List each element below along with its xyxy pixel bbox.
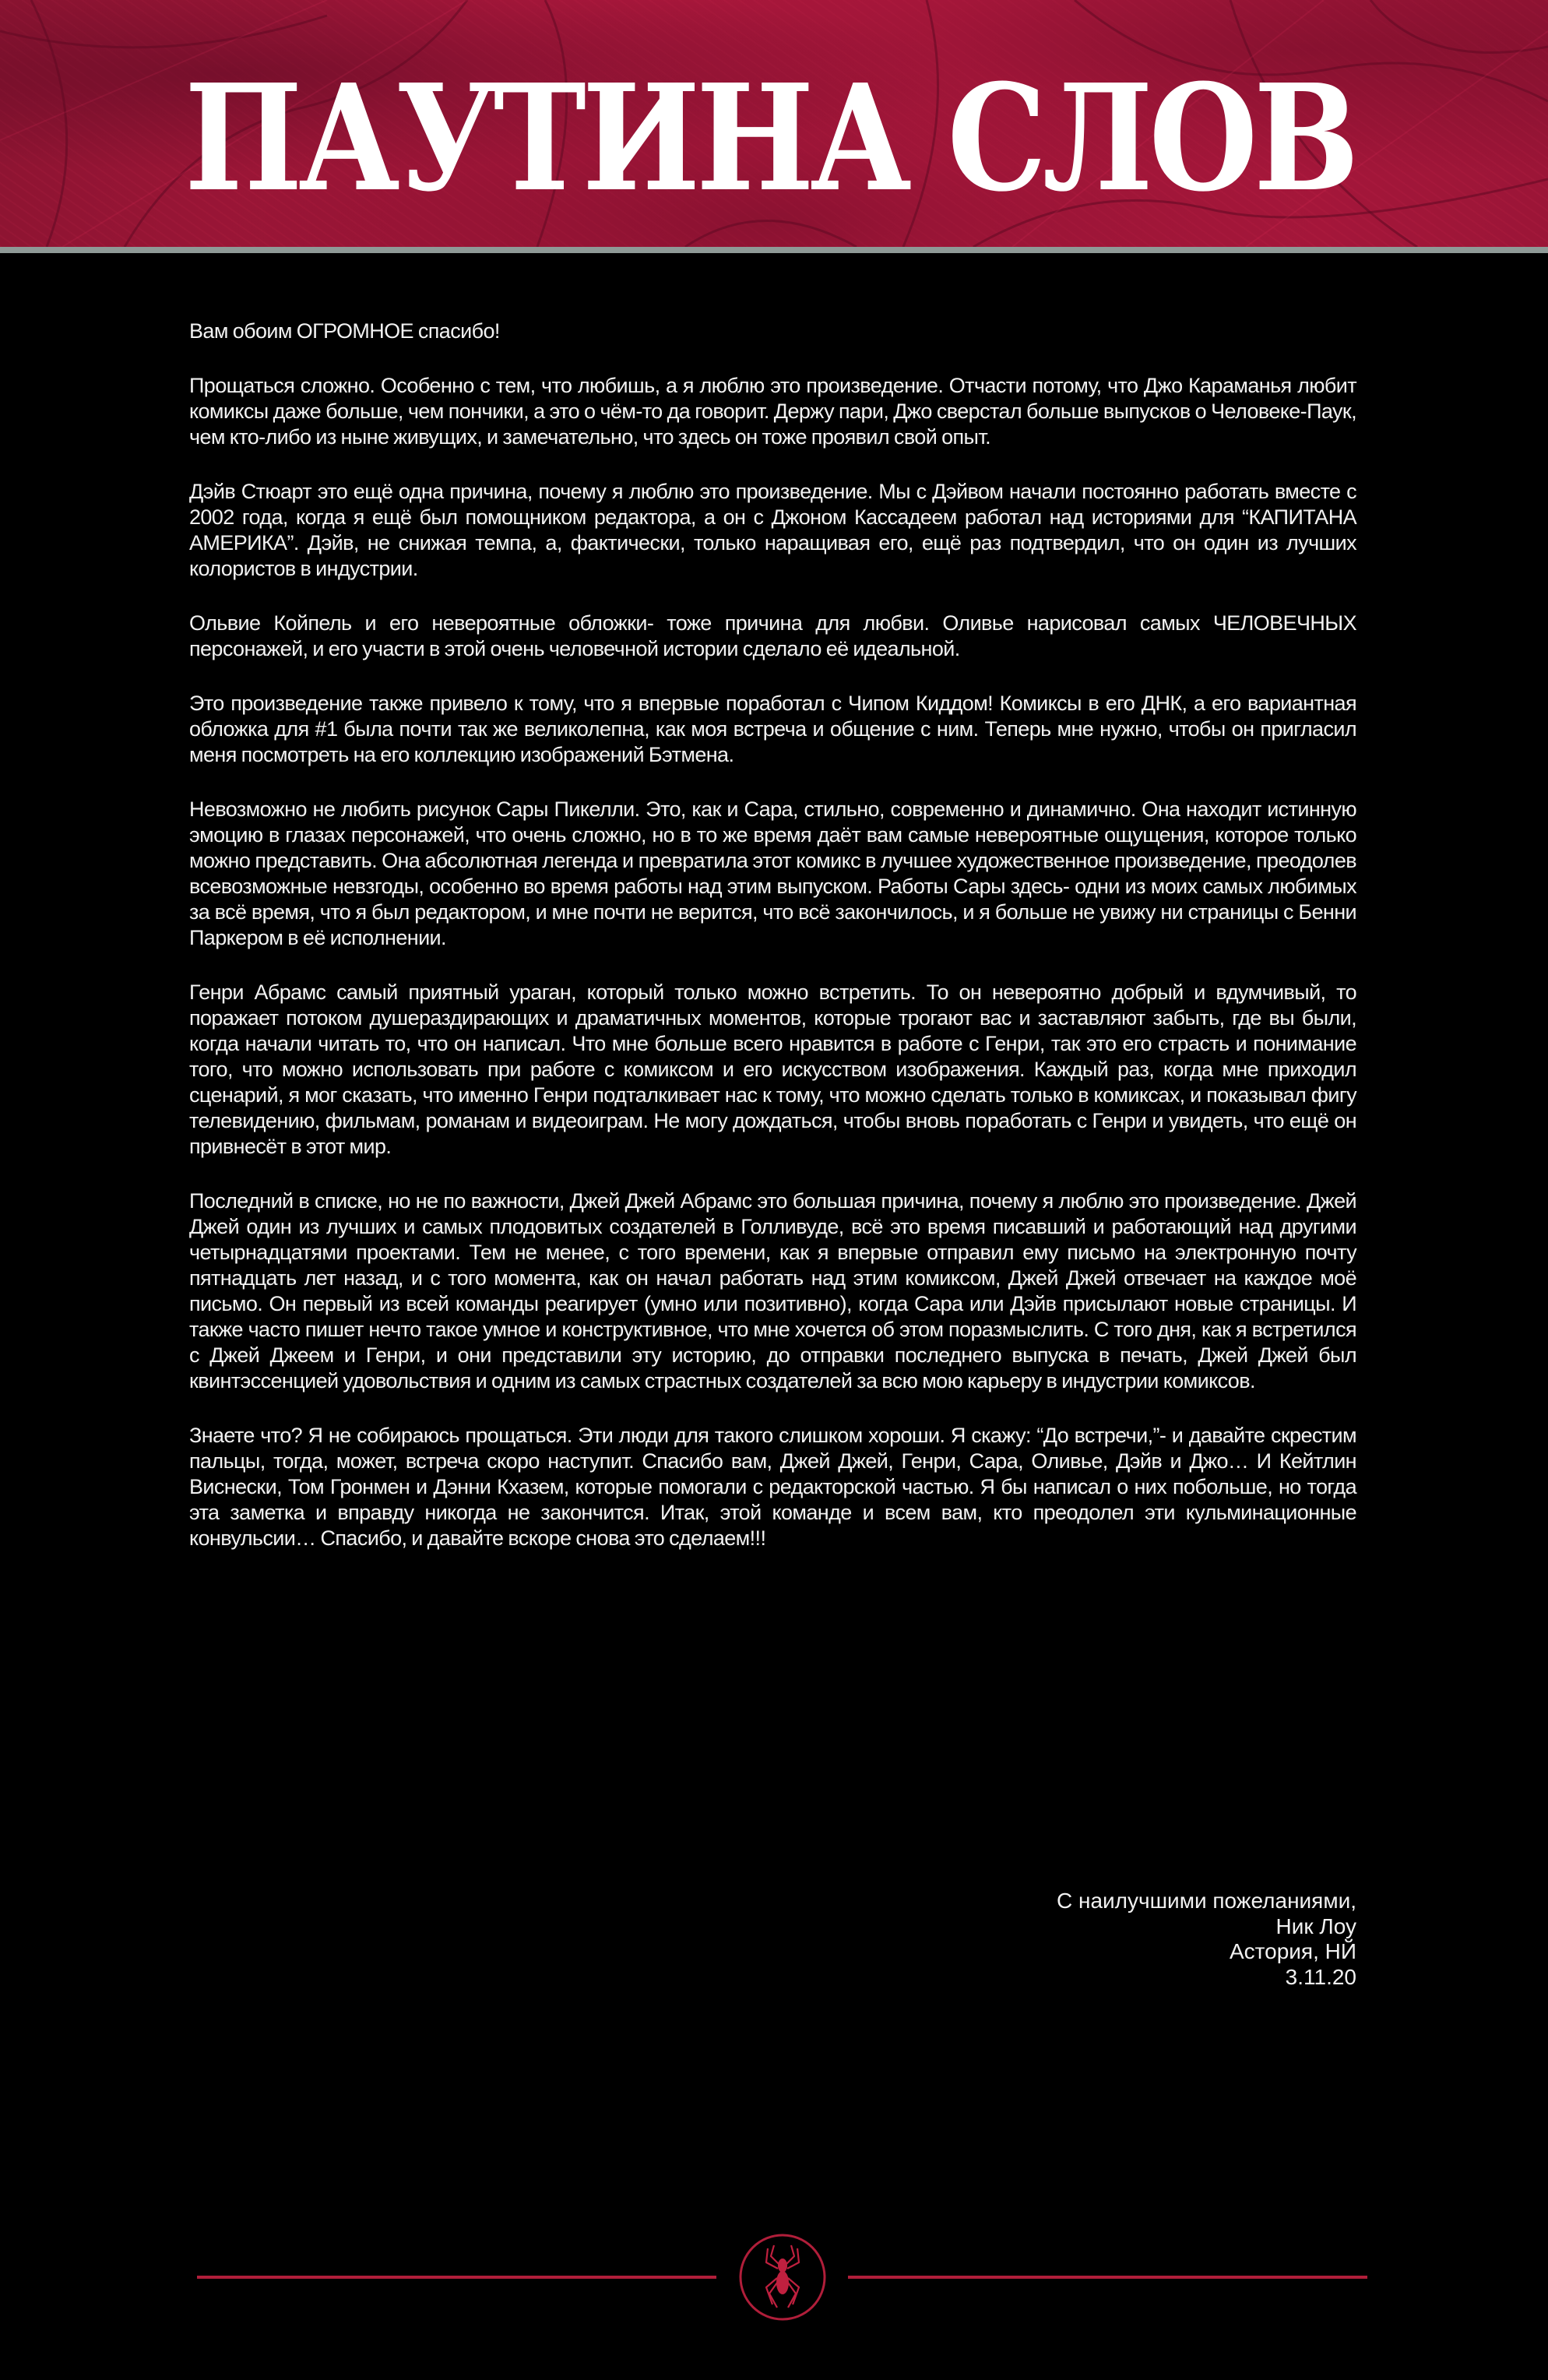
signature-name: Ник Лоу xyxy=(1275,1914,1356,1938)
letter-paragraph: Последний в списке, но не по важности, Джей Джей Абрамс это большая причина, почему я люблю это произведение. Джей Джей один из лучших и самых плодовитых создателей в Голливуде, всё это время писавший и работающий над другими четырнадцатями проектами. Тем не менее, с того времени, как я впервые отправил ему письмо на электронную почту пятнадцать лет назад, и с того момента, как он начал работать над этим комиксом, Джей Джей отвечает на каждое моё письмо. Он первый из всей команды реагирует (умно или позитивно), когда Сара или Дэйв присылают новые страницы. И также часто пишет нечто такое умное и конструктивное, что мне хочется об этом поразмыслить. С того дня, как я встретился с Джей Джеем и Генри, и они представили эту историю, до отправки последнего выпуска в печать, Джей Джей был квинтэссенцией удовольствия и одним из самых страстных создателей за всю мою карьеру в индустрии комиксов. xyxy=(189,1189,1356,1392)
letter-paragraph: Это произведение также привело к тому, что я впервые поработал с Чипом Киддом! Комиксы в его ДНК, а его вариантная обложка для #1 была почти так же великолепна, как моя встреча и общение с ним. Теперь мне нужно, чтобы он пригласил меня посмотреть на его коллекцию изображений Бэтмена. xyxy=(189,692,1356,766)
signature-closing: С наилучшими пожеланиями, xyxy=(1056,1889,1356,1913)
spider-icon xyxy=(738,2233,827,2322)
letter-paragraph: Ольвие Койпель и его невероятные обложки- тоже причина для любви. Оливье нарисовал самых ЧЕЛОВЕЧНЫХ персонажей, и его участи в этой очень человечной истории сделало её идеальной. xyxy=(189,611,1356,660)
page-title: ПАУТИНА СЛОВ xyxy=(185,52,1356,224)
header-divider xyxy=(0,247,1548,253)
header-banner xyxy=(0,0,1548,247)
letter-paragraph: Дэйв Стюарт это ещё одна причина, почему я люблю это произведение. Мы с Дэйвом начали постоянно работать вместе с 2002 года, когда я ещё был помощником редактора, а он с Джоном Кассадеем работал над историями для “КАПИТАНА АМЕРИКА”. Дэйв, не снижая темпа, а, фактически, только наращивая его, ещё раз подтвердил, что он один из лучших колористов в индустрии. xyxy=(189,480,1356,580)
letter-paragraph: Вам обоим ОГРОМНОЕ спасибо! xyxy=(189,319,500,343)
letter-paragraph: Знаете что? Я не собираюсь прощаться. Эти люди для такого слишком хороши. Я скажу: “До встречи,”- и давайте скрестим пальцы, тогда, может, встреча скоро наступит. Спасибо вам, Джей Джей, Генри, Сара, Оливье, Дэйв и Джо… И Кейтлин Виснески, Том Гронмен и Дэнни Кхазем, которые помогали с редакторской частью. Я бы написал о них побольше, но тогда эта заметка и вправду никогда не закончится. Итак, этой команде и всем вам, кто преодолел эти кульминационные конвульсии… Спасибо, и давайте вскоре снова это сделаем!!! xyxy=(189,1424,1356,1550)
footer-divider-right xyxy=(848,2276,1367,2279)
letter-paragraph: Невозможно не любить рисунок Сары Пикелли. Это, как и Сара, стильно, современно и динамично. Она находит истинную эмоцию в глазах персонажей, что очень сложно, но в то же время даёт вам самые невероятные ощущения, которое только можно представить. Она абсолютная легенда и превратила этот комикс в лучшее художественное произведение, преодолев всевозможные невзгоды, особенно во время работы над этим выпуском. Работы Сары здесь- одни из моих самых любимых за всё время, что я был редактором, и мне почти не верится, что всё закончилось, и я больше не увижу ни страницы с Бенни Паркером в её исполнении. xyxy=(189,797,1356,949)
signature-block xyxy=(934,1889,1356,1990)
signature-date: 3.11.20 xyxy=(1285,1964,1356,1989)
letter-paragraph: Прощаться сложно. Особенно с тем, что любишь, а я люблю это произведение. Отчасти потому, что Джо Караманья любит комиксы даже больше, чем пончики, а это о чём-то да говорит. Держу пари, Джо сверстал больше выпусков о Человеке-Паук, чем кто-либо из ныне живущих, и замечательно, что здесь он тоже проявил свой опыт. xyxy=(189,374,1356,449)
letter-paragraph: Генри Абрамс самый приятный ураган, который только можно встретить. То он невероятно добрый и вдумчивый, то поражает потоком душераздирающих и драматичных моментов, которые трогают вас и заставляют забыть, где вы были, когда начали читать то, что он написал. Что мне больше всего нравится в работе с Генри, так это его страсть и понимание того, что можно использовать при работе с комиксом и его искусством изображения. Каждый раз, когда мне приходил сценарий, я мог сказать, что именно Генри подталкивает нас к тому, что можно сделать только в комиксах, и показывал фигу телевидению, фильмам, романам и видеоиграм. Не могу дождаться, чтобы вновь поработать с Генри и увидеть, что ещё он привнесёт в этот мир. xyxy=(189,981,1356,1158)
signature-location: Астория, НЙ xyxy=(1229,1939,1356,1963)
letter-body xyxy=(189,319,1356,1580)
footer-divider-left xyxy=(197,2276,716,2279)
